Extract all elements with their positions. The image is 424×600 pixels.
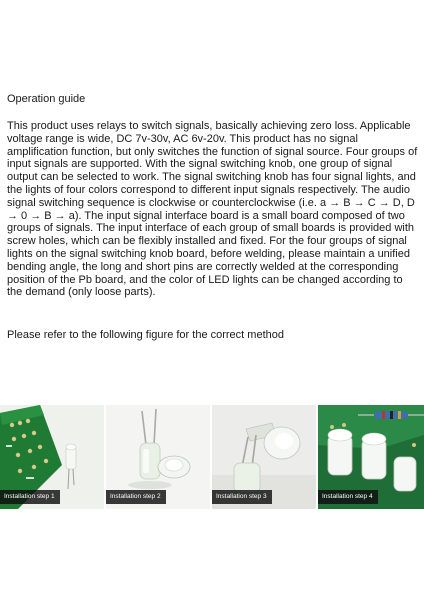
installation-step-2: [106, 405, 210, 509]
step-4-caption: Installation step 4: [318, 490, 378, 504]
installation-step-3: [212, 405, 316, 509]
step-1-caption: Installation step 1: [0, 490, 60, 504]
step-2-caption: Installation step 2: [106, 490, 166, 504]
installation-step-1: [0, 405, 104, 509]
step-3-caption: Installation step 3: [212, 490, 272, 504]
figure-reference-text: Please refer to the following figure for the correct method: [7, 329, 284, 341]
installation-step-4: [318, 405, 424, 509]
installation-steps-gallery: [0, 405, 424, 509]
description-paragraph: This product uses relays to switch signals, basically achieving zero loss. Applicable voltage range is wide, DC 7v-30v, AC 6v-20v. This product has no signal amplification function, but only switches the function of signal source. Four groups of input signals are supported. With the signal switching knob, one group of signal output can be selected to work. The signal switching knob has four signal lights, and the lights of four colors correspond to different input signals respectively. The audio signal switching sequence is clockwise or counterclockwise (i.e. a → B → C → D, D → 0 → B → a). The input signal interface board is a small board composed of two groups of signals. The input interface of each group of small boards is provided with screw holes, which can be flexibly installed and fixed. For the four groups of signal lights on the signal switching knob board, before welding, please maintain a unified bending angle, the long and short pins are correctly welded at the corresponding position of the Pb board, and the color of LED lights can be changed according to the demand (only loose parts).: [7, 120, 418, 299]
section-heading: Operation guide: [7, 93, 86, 105]
